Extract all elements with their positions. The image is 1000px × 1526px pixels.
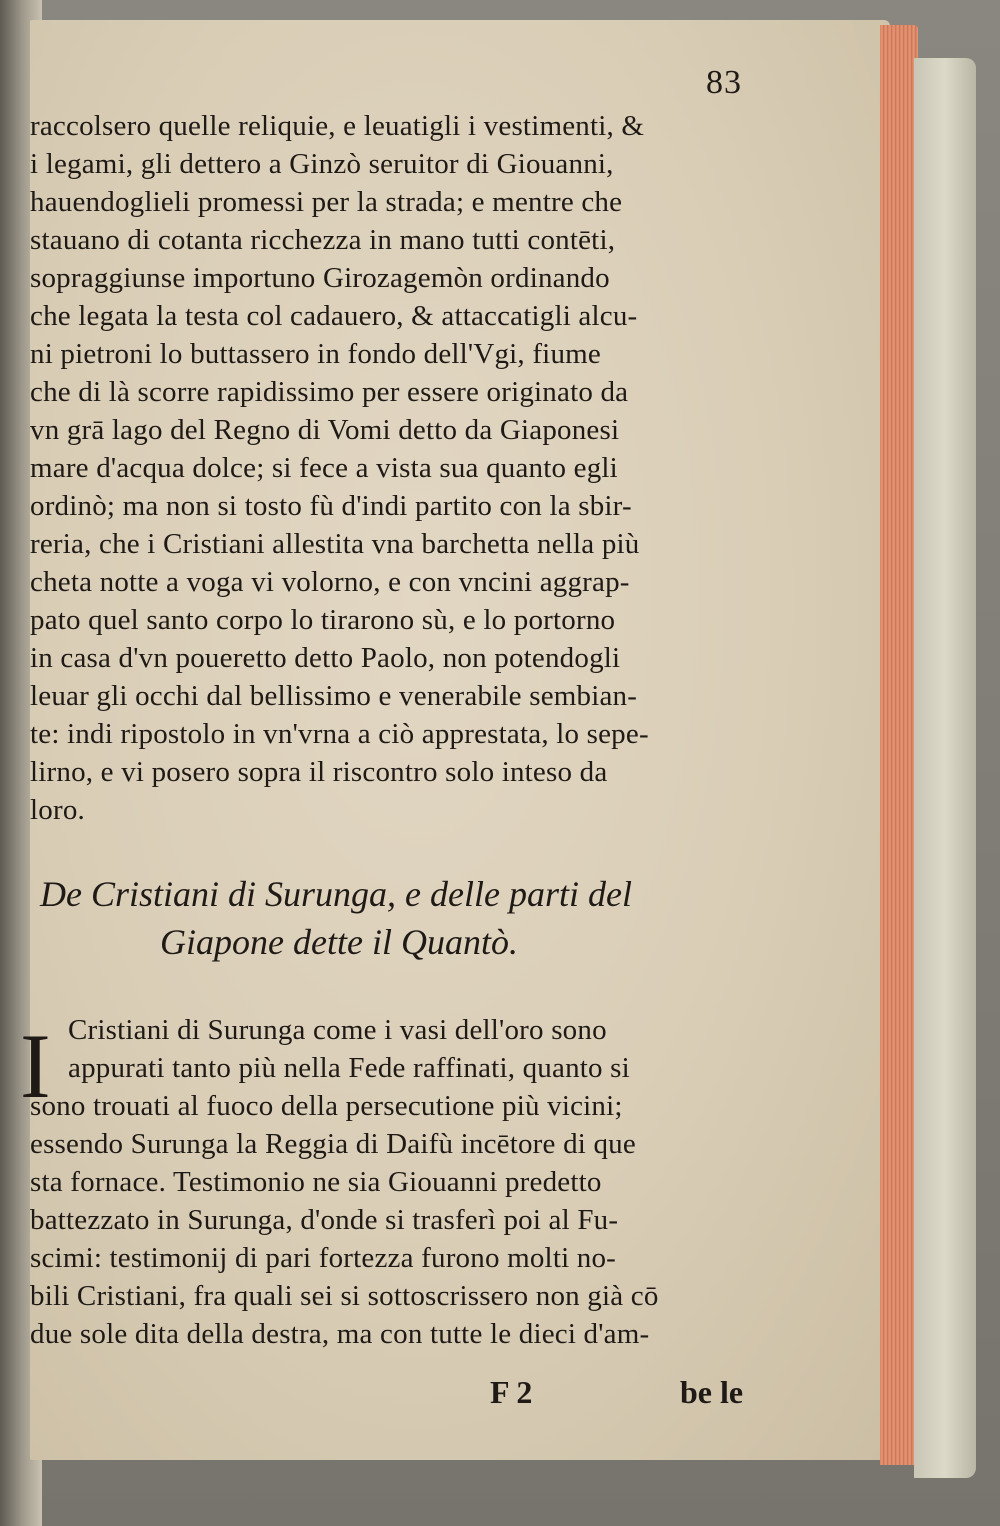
- drop-cap: I: [20, 1015, 51, 1117]
- text-line: sta fornace. Testimonio ne sia Giouanni predetto: [30, 1166, 602, 1198]
- text-line: due sole dita della destra, ma con tutte le dieci d'am-: [30, 1318, 650, 1350]
- text-line: reria, che i Cristiani allestita vna barchetta nella più: [30, 528, 640, 560]
- text-line: cheta notte a voga vi volorno, e con vncini aggrap-: [30, 566, 630, 598]
- text-line: scimi: testimonij di pari fortezza furono molti no-: [30, 1242, 617, 1274]
- text-line: sono trouati al fuoco della persecutione più vicini;: [30, 1090, 623, 1122]
- chapter-heading-line-1: De Cristiani di Surunga, e delle parti del: [40, 874, 632, 914]
- text-line: ordinò; ma non si tosto fù d'indi partito con la sbir-: [30, 490, 632, 522]
- text-line: appurati tanto più nella Fede raffinati, quanto si: [68, 1052, 630, 1084]
- text-line: essendo Surunga la Reggia di Daifù incētore di que: [30, 1128, 636, 1160]
- text-line: pato quel santo corpo lo tirarono sù, e lo portorno: [30, 604, 616, 636]
- chapter-heading-line-2: Giapone dette il Quantò.: [160, 922, 518, 962]
- text-line: i legami, gli dettero a Ginzò seruitor di Giouanni,: [30, 148, 614, 180]
- text-line: stauano di cotanta ricchezza in mano tutti contēti,: [30, 224, 616, 256]
- text-line: battezzato in Surunga, d'onde si trasferì poi al Fu-: [30, 1204, 619, 1236]
- page-number: 83: [706, 64, 742, 101]
- text-line: hauendoglieli promessi per la strada; e mentre che: [30, 186, 623, 218]
- text-line: leuar gli occhi dal bellissimo e venerabile sembian-: [30, 680, 638, 712]
- text-line: che di là scorre rapidissimo per essere originato da: [30, 376, 629, 408]
- page-fore-edge: [880, 25, 918, 1465]
- vellum-cover: [914, 58, 976, 1478]
- text-line: lirno, e vi posero sopra il riscontro solo inteso da: [30, 756, 608, 788]
- text-line: bili Cristiani, fra quali sei si sottoscrissero non già cō: [30, 1280, 659, 1312]
- text-line: loro.: [30, 794, 85, 826]
- text-line: che legata la testa col cadauero, & attaccatigli alcu-: [30, 300, 638, 332]
- text-line: Cristiani di Surunga come i vasi dell'oro sono: [68, 1014, 607, 1046]
- text-line: in casa d'vn poueretto detto Paolo, non potendogli: [30, 642, 621, 674]
- catchword: be le: [680, 1374, 744, 1410]
- signature-mark: F 2: [490, 1374, 533, 1410]
- text-line: vn grā lago del Regno di Vomi detto da Giaponesi: [30, 414, 620, 446]
- text-line: raccolsero quelle reliquie, e leuatigli i vestimenti, &: [30, 110, 645, 142]
- text-line: mare d'acqua dolce; si fece a vista sua quanto egli: [30, 452, 618, 484]
- text-line: te: indi ripostolo in vn'vrna a ciò apprestata, lo sepe-: [30, 718, 649, 750]
- text-line: ni pietroni lo buttassero in fondo dell'Vgi, fiume: [30, 338, 601, 370]
- text-line: sopraggiunse importuno Girozagemòn ordinando: [30, 262, 610, 294]
